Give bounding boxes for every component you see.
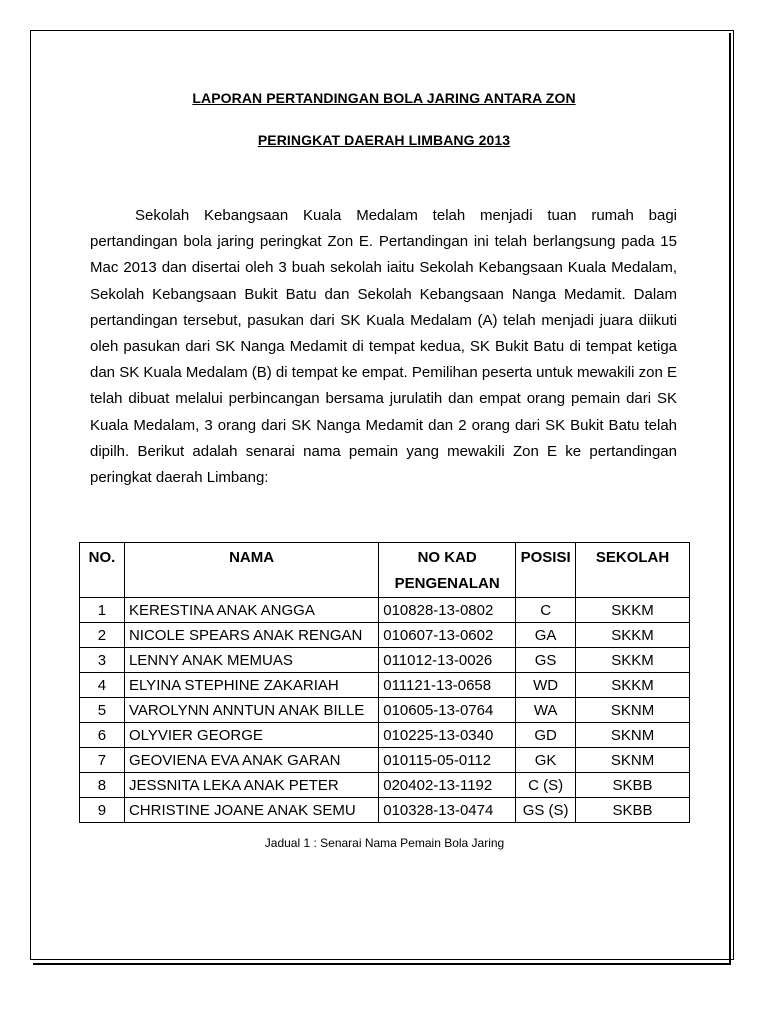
cell-nama: GEOVIENA EVA ANAK GARAN (124, 748, 378, 773)
table-row (80, 648, 690, 673)
cell-posisi: C (516, 598, 576, 623)
cell-no-kad: 010225-13-0340 (379, 723, 516, 748)
header-no-kad-line-2: PENGENALAN (394, 575, 500, 592)
cell-no-kad: 010828-13-0802 (379, 598, 516, 623)
table-row (80, 623, 690, 648)
cell-no-kad: 011121-13-0658 (379, 673, 516, 698)
report-title: LAPORAN PERTANDINGAN BOLA JARING ANTARA ZON (192, 90, 576, 106)
cell-posisi: GA (516, 623, 576, 648)
cell-posisi: WD (516, 673, 576, 698)
cell-nama: CHRISTINE JOANE ANAK SEMU (124, 798, 378, 823)
cell-nama: NICOLE SPEARS ANAK RENGAN (124, 623, 378, 648)
cell-no: 9 (80, 798, 125, 823)
cell-no: 5 (80, 698, 125, 723)
cell-nama: VAROLYNN ANNTUN ANAK BILLE (124, 698, 378, 723)
cell-no: 2 (80, 623, 125, 648)
report-subtitle: PERINGKAT DAERAH LIMBANG 2013 (257, 132, 511, 148)
cell-sekolah: SKBB (576, 798, 690, 823)
cell-no: 7 (80, 748, 125, 773)
table-row (80, 673, 690, 698)
cell-no: 4 (80, 673, 125, 698)
cell-nama: OLYVIER GEORGE (124, 723, 378, 748)
cell-posisi: C (S) (516, 773, 576, 798)
table-row (80, 723, 690, 748)
table-row (80, 773, 690, 798)
cell-sekolah: SKKM (576, 673, 690, 698)
cell-no-kad: 010607-13-0602 (379, 623, 516, 648)
cell-sekolah: SKNM (576, 698, 690, 723)
cell-no-kad: 010605-13-0764 (379, 698, 516, 723)
cell-posisi: WA (516, 698, 576, 723)
cell-no-kad: 020402-13-1192 (379, 773, 516, 798)
cell-no-kad: 010115-05-0112 (379, 748, 516, 773)
cell-no: 1 (80, 598, 125, 623)
cell-posisi: GS (516, 648, 576, 673)
cell-nama: JESSNITA LEKA ANAK PETER (124, 773, 378, 798)
cell-no-kad: 011012-13-0026 (379, 648, 516, 673)
header-no-kad-line-1: NO KAD (417, 549, 477, 566)
cell-sekolah: SKKM (576, 598, 690, 623)
cell-sekolah: SKNM (576, 723, 690, 748)
table-caption: Jadual 1 : Senarai Nama Pemain Bola Jaring (264, 836, 505, 850)
cell-nama: LENNY ANAK MEMUAS (124, 648, 378, 673)
players-table (79, 542, 690, 823)
table-body (80, 598, 690, 823)
cell-sekolah: SKKM (576, 648, 690, 673)
report-paragraph: Sekolah Kebangsaan Kuala Medalam telah menjadi tuan rumah bagi pertandingan bola jaring peringkat Zon E. Pertandingan ini telah berlangsung pada 15 Mac 2013 dan disertai oleh 3 buah sekolah iaitu Sekolah Kebangsaan Kuala Medalam, Sekolah Kebangsaan Bukit Batu dan Sekolah Kebangsaan Nanga Medamit. Dalam pertandingan tersebut, pasukan dari SK Kuala Medalam (A) telah menjadi juara diikuti oleh pasukan dari SK Nanga Medamit di tempat kedua, SK Bukit Batu di tempat ketiga dan SK Kuala Medalam (B) di tempat ke empat. Pemilihan peserta untuk mewakili zon E telah dibuat melalui perbincangan bersama jurulatih dan empat orang pemain dari SK Kuala Medalam, 3 orang dari SK Nanga Medamit dan 2 orang dari SK Bukit Batu telah dipilh. Berikut adalah senarai nama pemain yang mewakili Zon E ke pertandingan peringkat daerah Limbang: (90, 207, 677, 487)
cell-no-kad: 010328-13-0474 (379, 798, 516, 823)
page-border-shadow (33, 33, 731, 965)
table-row (80, 748, 690, 773)
header-no-kad (379, 543, 516, 598)
cell-no: 8 (80, 773, 125, 798)
header-sekolah: SEKOLAH (576, 543, 690, 598)
table-row (80, 798, 690, 823)
cell-sekolah: SKKM (576, 623, 690, 648)
cell-nama: KERESTINA ANAK ANGGA (124, 598, 378, 623)
table-row (80, 598, 690, 623)
cell-posisi: GK (516, 748, 576, 773)
table-row (80, 698, 690, 723)
cell-sekolah: SKNM (576, 748, 690, 773)
header-nama: NAMA (124, 543, 378, 598)
cell-no: 6 (80, 723, 125, 748)
header-no: NO. (80, 543, 125, 598)
cell-nama: ELYINA STEPHINE ZAKARIAH (124, 673, 378, 698)
header-posisi: POSISI (516, 543, 576, 598)
cell-posisi: GS (S) (516, 798, 576, 823)
cell-posisi: GD (516, 723, 576, 748)
cell-sekolah: SKBB (576, 773, 690, 798)
table-header-row (80, 543, 690, 598)
cell-no: 3 (80, 648, 125, 673)
